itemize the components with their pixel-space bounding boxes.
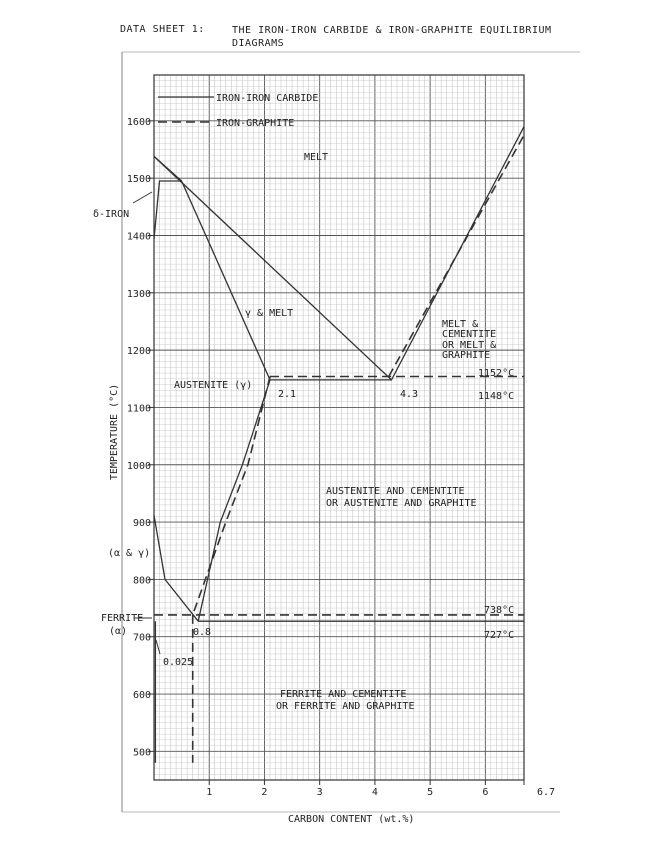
label-melt-cementite-2: CEMENTITE — [442, 329, 497, 340]
x-axis-title: CARBON CONTENT (wt.%) — [288, 814, 415, 825]
iron-carbide-line — [154, 156, 392, 380]
label-point-0-025: 0.025 — [163, 657, 194, 668]
y-tick-label: 600 — [132, 690, 151, 702]
y-tick-label: 500 — [132, 747, 151, 759]
delta-iron-pointer — [133, 192, 152, 203]
label-ferrite: FERRITE — [101, 613, 144, 624]
label-alpha-gamma: (α & γ) — [108, 548, 151, 559]
y-tick-label: 1500 — [126, 174, 151, 186]
chart-grid — [154, 75, 524, 780]
label-melt-cementite-1: MELT & — [442, 319, 479, 330]
y-axis-title: TEMPERATURE (°C) — [109, 383, 120, 481]
label-1152c: 1152°C — [478, 368, 515, 379]
y-tick-label: 1000 — [126, 460, 151, 472]
y-tick-label: 1300 — [126, 288, 151, 300]
x-tick-label: 4 — [371, 787, 378, 798]
label-melt-cementite-3: OR MELT & — [442, 340, 497, 351]
sheet-label: DATA SHEET 1: — [120, 24, 205, 35]
label-melt: MELT — [304, 152, 329, 163]
x-tick-label: 5 — [427, 787, 434, 798]
label-point-0-8: 0.8 — [193, 627, 212, 638]
x-tick-label: 2 — [261, 787, 268, 798]
label-point-4-3: 4.3 — [400, 389, 419, 400]
x-tick-label: 6.7 — [536, 787, 556, 798]
label-ferrite-alpha: (α) — [109, 626, 128, 637]
label-austenite-cementite-2: OR AUSTENITE AND GRAPHITE — [326, 498, 477, 509]
label-point-2-1: 2.1 — [278, 389, 297, 400]
chart-legend — [158, 93, 318, 129]
y-tick-label: 900 — [132, 518, 151, 530]
legend-label-iron-graphite: IRON-GRAPHITE — [216, 118, 295, 129]
y-tick-label: 1200 — [126, 346, 151, 358]
label-melt-cementite-4: GRAPHITE — [442, 350, 491, 361]
x-tick-label: 6 — [482, 787, 489, 798]
label-austenite-cementite-1: AUSTENITE AND CEMENTITE — [326, 486, 465, 497]
label-austenite: AUSTENITE (γ) — [174, 380, 253, 391]
label-gamma-melt: γ & MELT — [245, 308, 294, 319]
x-tick-label: 1 — [206, 787, 213, 798]
label-738c: 738°C — [484, 605, 515, 616]
y-tick-label: 700 — [132, 632, 151, 644]
label-ferrite-cementite-2: OR FERRITE AND GRAPHITE — [276, 701, 415, 712]
y-tick-label: 800 — [132, 575, 151, 587]
label-ferrite-cementite-1: FERRITE AND CEMENTITE — [280, 689, 407, 700]
sheet-title-line-2: DIAGRAMS — [232, 38, 285, 49]
label-delta-iron: δ-IRON — [93, 209, 130, 220]
y-tick-label: 1100 — [126, 403, 151, 415]
sheet-title-line-1: THE IRON-IRON CARBIDE & IRON-GRAPHITE EQUILIBRIUM — [232, 25, 552, 36]
label-1148c: 1148°C — [478, 391, 515, 402]
legend-label-iron-carbide: IRON-IRON CARBIDE — [216, 93, 319, 104]
label-727c: 727°C — [484, 630, 515, 641]
x-tick-label: 3 — [316, 787, 323, 798]
y-tick-label: 1600 — [126, 116, 151, 128]
y-tick-label: 1400 — [126, 231, 151, 243]
